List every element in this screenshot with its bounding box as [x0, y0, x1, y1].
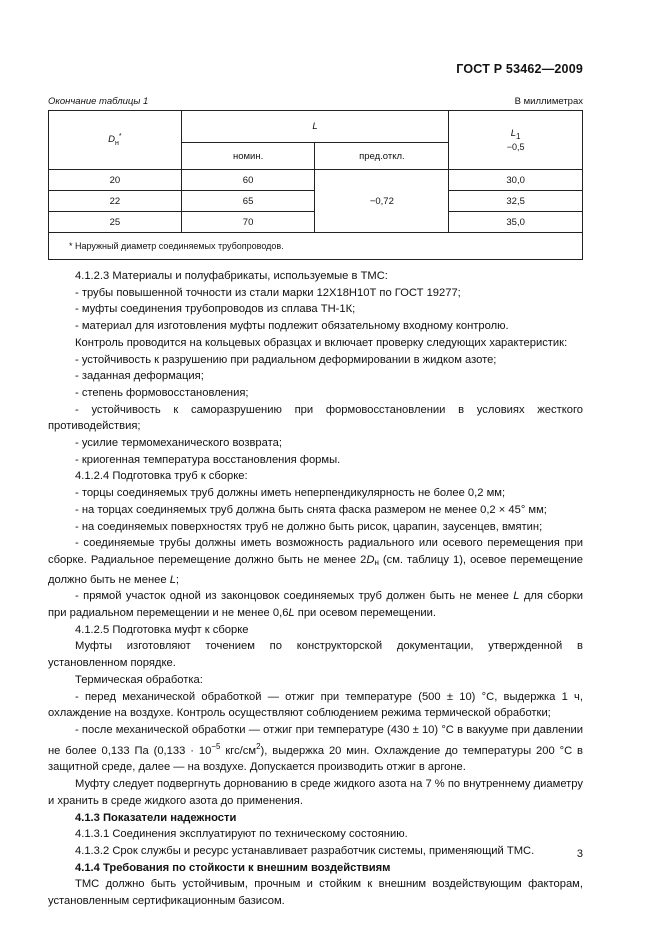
table-units: В миллиметрах — [514, 96, 583, 107]
list-item: - криогенная температура восстановления формы. — [75, 453, 341, 466]
list-item: - усилие термомеханического возврата; — [75, 437, 282, 450]
paragraph: 4.1.2.5 Подготовка муфт к сборке — [75, 623, 249, 636]
dimensions-table — [48, 110, 583, 260]
paragraph: 4.1.3.2 Срок службы и ресурс устанавливает разработчик системы, применяющий ТМС. — [75, 844, 535, 857]
table-caption: Окончание таблицы 1 — [48, 96, 149, 107]
list-item: - материал для изготовления муфты подлежит обязательному входному контролю. — [75, 320, 509, 333]
list-item: - муфты соединения трубопроводов из сплава ТН-1К; — [75, 303, 356, 316]
table-row: 20 60 −0,72 30,0 — [49, 170, 583, 191]
page-number: 3 — [576, 848, 583, 860]
header-outer-diameter: $D_н^*$ — [49, 111, 182, 170]
table-row: 25 70 35,0 — [49, 212, 583, 233]
section-heading: 4.1.4 Требования по стойкости к внешним воздействиям — [75, 861, 391, 874]
header-deviation: пред.откл. — [315, 143, 449, 170]
list-item: - после механической обработки — отжиг при температуре (430 ± 10) °С в вакууме при давлении не более 0,133 Па ($0,133 \cdot 10^{-5}$ кгс/$см^2$), выдержка 20 мин. Охлаждение до температуры 200 °С в защитной среде, далее — на воздухе. Допускается производить отжиг в аргоне. — [48, 723, 584, 774]
list-item: - торцы соединяемых труб должны иметь неперпендикулярность не более 0,2 мм; — [75, 487, 506, 500]
header-length-l1: $L_1$ −0,5 — [449, 111, 583, 170]
list-item: - заданная деформация; — [75, 370, 204, 383]
header-length-l: L — [181, 111, 449, 143]
deviation-value: −0,72 — [315, 170, 449, 233]
paragraph: 4.1.2.4 Подготовка труб к сборке: — [75, 470, 248, 483]
section-heading: 4.1.3 Показатели надежности — [75, 811, 237, 824]
list-item: - соединяемые трубы должны иметь возможность радиального или осевого перемещения при сборке. Радиальное перемещение должно быть не менее 2Dн (см. таблицу 1), осевое перемещение должно быть не менее L; — [48, 537, 583, 586]
table-row: 22 65 32,5 — [49, 191, 583, 212]
list-item: - устойчивость к разрушению при радиальном деформировании в жидком азоте; — [75, 353, 497, 366]
list-item: - устойчивость к саморазрушению при формовосстановлении в условиях жесткого противодействия; — [48, 403, 583, 433]
paragraph: 4.1.3.1 Соединения эксплуатируют по техническому состоянию. — [75, 828, 408, 841]
paragraph: Термическая обработка: — [75, 673, 203, 686]
list-item: - трубы повышенной точности из стали марки 12Х18Н10Т по ГОСТ 19277; — [75, 286, 461, 299]
document-code: ГОСТ Р 53462—2009 — [456, 62, 583, 76]
paragraph: Контроль проводится на кольцевых образцах и включает проверку следующих характеристик: — [75, 336, 568, 349]
list-item: - на торцах соединяемых труб должна быть снята фаска размером не менее 0,2 × 45° мм; — [75, 503, 547, 516]
header-nominal: номин. — [181, 143, 315, 170]
list-item: - степень формовосстановления; — [75, 386, 249, 399]
body-text — [48, 268, 583, 910]
list-item: - на соединяемых поверхностях труб не должно быть рисок, царапин, заусенцев, вмятин; — [75, 520, 543, 533]
list-item: - перед механической обработкой — отжиг при температуре (500 ± 10) °С, выдержка 1 ч, охлаждение на воздухе. Контроль осуществляют соблюдением режима термической обработки; — [48, 690, 583, 720]
table-footnote: * Наружный диаметр соединяемых трубопроводов. — [49, 233, 583, 260]
paragraph: Муфты изготовляют точением по конструкторской документации, утвержденной в установленном порядке. — [48, 640, 583, 670]
paragraph: ТМС должно быть устойчивым, прочным и стойким к внешним воздействующим факторам, установленным сертификационным базисом. — [48, 878, 583, 908]
list-item: - прямой участок одной из законцовок соединяемых труб должен быть не менее L для сборки при радиальном перемещении и не менее 0,6L при осевом перемещении. — [48, 590, 583, 620]
paragraph: 4.1.2.3 Материалы и полуфабрикаты, используемые в ТМС: — [75, 270, 388, 282]
paragraph: Муфту следует подвергнуть дорнованию в среде жидкого азота на 7 % по внутреннему диаметру и хранить в среде жидкого азота до применения. — [48, 778, 583, 807]
